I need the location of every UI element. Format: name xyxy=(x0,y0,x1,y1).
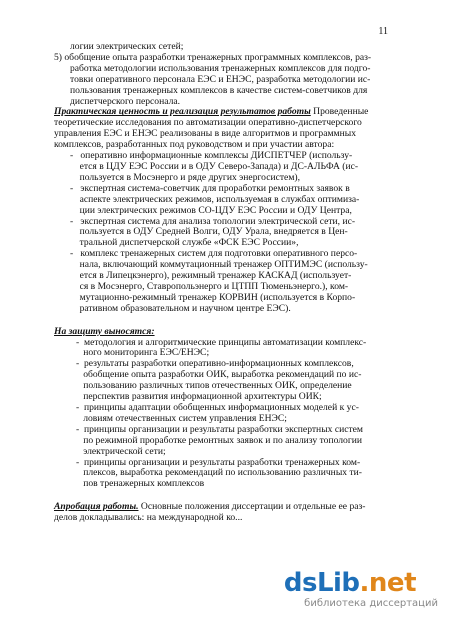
text-line: управления ЕЭС и ЕНЭС реализованы в виде алгоритмов и программных xyxy=(54,128,357,140)
list-item-line: аспекте электрических режимов, используемая в службах оптимиза- xyxy=(70,193,360,205)
list-item-line: пользованию различных типов отечественных ОИК, определение xyxy=(76,380,352,392)
list-item-line: - принципы организации и результаты разработки тренажерных ком- xyxy=(76,456,361,468)
list-item-line: - экспертная система для анализа топологии электрической сети, ис- xyxy=(70,215,356,227)
watermark xyxy=(283,568,438,614)
approbation-heading: Апробация работы. xyxy=(54,501,139,513)
list-item-line: ративном образовательном и научном центре ЕЭС). xyxy=(70,302,291,314)
text-line: товки оперативного персонала ЕЭС и ЕНЭС, разработка методологии ис- xyxy=(70,73,371,85)
list-item-line: ции электрических режимов СО-ЦДУ ЕЭС России и ОДУ Центра, xyxy=(70,204,352,216)
list-item-line: по режимной проработке ремонтных заявок и по анализу топологии xyxy=(76,434,363,446)
text-line: комплексов, разработанных под руководством и при участии автора: xyxy=(54,139,335,151)
list-item-line: - оперативно информационные комплексы ДИСПЕТЧЕР (использу- xyxy=(70,150,353,162)
list-item-line: пользуется в Мосэнерго и ряде других энергосистем), xyxy=(70,171,300,183)
list-item-line: нала, включающий коммутационный тренажер ОПТИМЭС (использу- xyxy=(70,259,368,271)
practical-heading: Практическая ценность и реализация результатов работы xyxy=(54,106,311,118)
watermark-logo-main: dsLib xyxy=(283,568,360,598)
list-item-line: электрической сети; xyxy=(76,445,166,457)
list-item-line: пользуется в ОДУ Средней Волги, ОДУ Урала, внедряется в Цен- xyxy=(70,226,348,238)
list-item-line: ется в ЦДУ ЕЭС России и в ОДУ Северо-Запада) и ДС-АЛЬФА (ис- xyxy=(70,160,359,172)
text-line: работка методологии использования тренажерных комплексов для подго- xyxy=(70,62,371,74)
list-item-line: - комплекс тренажерных систем для подготовки оперативного персо- xyxy=(70,248,358,260)
text-line: диспетчерского персонала. xyxy=(70,95,181,107)
watermark-logo xyxy=(284,568,416,598)
page-number: 11 xyxy=(378,26,388,37)
text-line: делов докладывались: на международной ко... xyxy=(54,512,243,524)
list-item-line: обобщение опыта разработки ОИК, выработка рекомендаций по ис- xyxy=(76,369,362,381)
list-item-line: ся в Мосэнерго, Ставропольэнерго и ЦТПП Тюменьэнерго.), ком- xyxy=(70,280,349,292)
list-item-line: - методология и алгоритмические принципы автоматизации комплекс- xyxy=(76,336,367,348)
practical-heading-tail: Проведенные xyxy=(310,106,369,118)
watermark-logo-tld: .net xyxy=(359,568,416,598)
text-line: 5) обобщение опыта разработки тренажерных программных комплексов, раз- xyxy=(54,51,372,63)
list-item-line: мутационно-режимный тренажер КОРВИН (используется в Корпо- xyxy=(70,291,356,303)
list-item-line: - экспертная система-советчик для проработки ремонтных заявок в xyxy=(70,182,350,194)
page-content xyxy=(54,42,402,524)
list-item-line: тральной диспетчерской службе «ФСК ЕЭС России», xyxy=(70,237,299,249)
list-item-line: ловиям отечественных систем управления ЕНЭС; xyxy=(76,412,287,424)
list-item-line: перспектив развития информационной архитектуры ОИК; xyxy=(76,391,322,403)
list-item-line: - принципы адаптации обобщенных информационных моделей к ус- xyxy=(76,402,359,413)
list-item-line: плексов, выработка рекомендаций по использованию различных ти- xyxy=(76,467,362,479)
text-line: пользования тренажерных комплексов в качестве систем-советчиков для xyxy=(70,84,368,96)
list-item-line: - результаты разработки оперативно-информационных комплексов, xyxy=(76,358,354,370)
approbation-heading-tail: Основные положения диссертации и отдельные ее раз- xyxy=(138,501,366,513)
list-item-line: ется в Липецкэнерго), режимный тренажер КАСКАД (использует- xyxy=(70,270,352,282)
list-item-line: - принципы организации и результаты разработки экспертных систем xyxy=(76,423,364,435)
watermark-subtitle: библиотека диссертаций xyxy=(304,598,438,609)
list-item-line: пов тренажерных комплексов xyxy=(76,478,205,490)
defense-heading-line xyxy=(54,327,402,338)
text-line: логии электрических сетей; xyxy=(70,41,184,52)
text-line: теоретические исследования по автоматизации оперативно-диспетчерского xyxy=(54,117,362,129)
defense-heading: На защиту выносятся: xyxy=(54,325,155,337)
list-item-line: ного мониторинга ЕЭС/ЕНЭС; xyxy=(76,347,210,359)
